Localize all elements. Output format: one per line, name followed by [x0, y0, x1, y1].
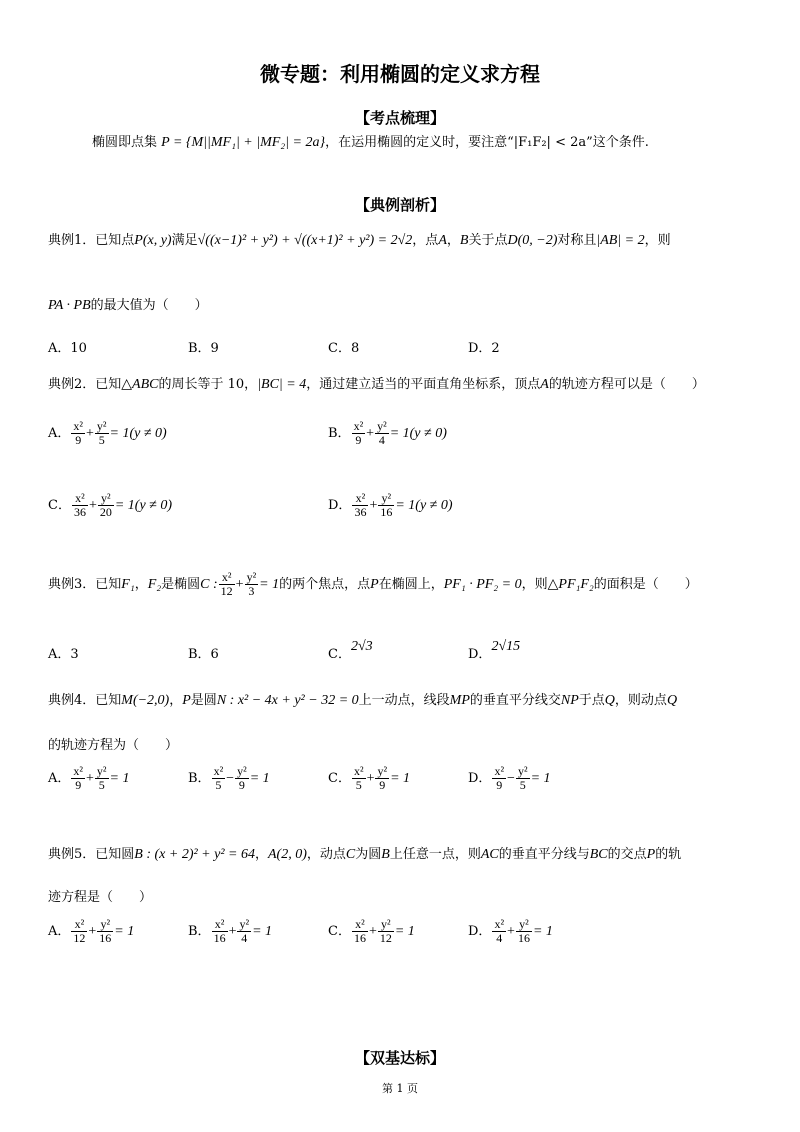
ex1-option-a: A．10: [48, 341, 87, 356]
ex3-f1: F₁: [121, 577, 135, 592]
ex4-option-c: C． $\frac{\text{x²}}{5}$ + $\frac{\text{y²}}{9}$ = 1: [328, 764, 411, 792]
kaodian-pre: 椭圆即点集: [92, 135, 158, 150]
ex4-p6: 于点: [578, 693, 605, 708]
ex1-line2-text: 的最大值为（ ）: [90, 298, 208, 313]
ex4-option-d: D． $\frac{\text{x²}}{9}$ − $\frac{\text{y²}}{5}$ = 1: [468, 764, 551, 792]
ex5-opt-a-frac1: $\frac{\text{x²}}{12}$: [73, 917, 86, 945]
ex5-option-b: B． $\frac{\text{x²}}{16}$ + $\frac{\text{y²}}{4}$ = 1: [188, 917, 273, 945]
ex5-opt-a-frac2: $\frac{\text{y²}}{16}$: [99, 917, 112, 945]
ex3-opt-d-value: 2√15: [491, 639, 521, 654]
ex2-opt-d-frac2: $\frac{\text{y²}}{16}$: [380, 491, 393, 519]
ex2-p1: 典例2．已知: [48, 377, 122, 392]
ex1-point-a: A: [438, 233, 447, 248]
ex5-opt-b-frac2: $\frac{\text{y²}}{4}$: [239, 917, 250, 945]
ex4-p1: 典例4．已知: [48, 693, 122, 708]
ex1-p2: 满足: [171, 233, 198, 248]
ex2-p3: ，通过建立适当的平面直角坐标系，顶点: [306, 377, 541, 392]
ex2-opt-a-label: A．: [48, 426, 71, 441]
ex1-p4: 关于点: [468, 233, 508, 248]
ex5-p2: ，: [254, 847, 268, 862]
section-heading-shuangji: 【双基达标】: [354, 1049, 445, 1067]
kaodian-post: ，在运用椭圆的定义时，要注意“|F₁F₂| < 2a”这个条件.: [325, 135, 649, 150]
ex1-m4: |AB| = 2: [596, 233, 645, 248]
example-1-line2: [48, 297, 208, 315]
page-title: 微专题：利用椭圆的定义求方程: [260, 62, 540, 86]
ex1-m2: √((x−1)² + y²) + √((x+1)² + y²) = 2√2: [197, 233, 413, 248]
ex2-opt-d-label: D．: [328, 498, 352, 513]
ex1-p3: ，点: [412, 233, 439, 248]
ex5-opt-d-frac2: $\frac{\text{y²}}{16}$: [517, 917, 530, 945]
ex3-point-p: P: [370, 577, 379, 592]
ex4-p7: ，则动点: [614, 693, 667, 708]
ex2-opt-a-frac1: $\frac{\text{x²}}{9}$: [73, 419, 83, 447]
ex5-p8: 的轨: [655, 847, 682, 862]
ex2-bc: |BC| = 4: [257, 377, 307, 392]
ex5-b: B: [381, 847, 390, 862]
ex4-option-b: B． $\frac{\text{x²}}{5}$ − $\frac{\text{y²}}{9}$ = 1: [188, 764, 270, 792]
ex1-point-b: B: [459, 233, 469, 248]
ex1-option-c: C．8: [328, 341, 360, 356]
ex1-vector-product: PA · PB: [48, 298, 91, 313]
ex1-m1: P(x, y): [134, 233, 172, 248]
ex3-p4: 的两个焦点，点: [279, 577, 371, 592]
ex2-opt-c-frac2: $\frac{\text{y²}}{20}$: [99, 491, 112, 519]
ex2-vertex-a: A: [540, 377, 549, 392]
ex3-p2: ，: [134, 577, 148, 592]
ex2-opt-b-frac1: $\frac{\text{x²}}{9}$: [353, 419, 364, 447]
ex5-p: P: [646, 847, 656, 862]
ex3-p6: ，则: [521, 577, 548, 592]
ex1-comma: ，: [446, 233, 460, 248]
ex4-option-a: A． $\frac{\text{x²}}{9}$ + $\frac{\text{y²}}{5}$ = 1: [48, 764, 130, 792]
ex3-option-a: A．3: [48, 647, 79, 662]
kaodian-text: [92, 134, 649, 152]
ex1-p5: 对称且: [557, 233, 597, 248]
ex1-p1: 典例1．已知点: [48, 233, 135, 248]
ex1-option-b: B．9: [188, 341, 219, 356]
ex2-option-d: D． $\frac{\text{x²}}{36}$ + $\frac{\text{y²}}{16}$ = 1(y ≠ 0): [328, 491, 453, 519]
page-number: 第 1 页: [382, 1082, 418, 1095]
ex4-q2: Q: [666, 693, 678, 708]
ex4-opt-a-frac1: $\frac{\text{x²}}{9}$: [73, 764, 83, 792]
ex5-p1: 典例5．已知圆: [48, 847, 135, 862]
ex4-q1: Q: [604, 693, 615, 708]
ex2-opt-d-frac1: $\frac{\text{x²}}{36}$: [354, 491, 367, 519]
section-heading-kaodian: 【考点梳理】: [354, 109, 445, 127]
ex2-opt-c-label: C．: [48, 498, 71, 513]
ex3-opt-c-value: 2√3: [350, 639, 373, 654]
ex2-p2: 的周长等于 10，: [158, 377, 258, 392]
ex5-opt-b-frac1: $\frac{\text{x²}}{16}$: [213, 917, 226, 945]
ex4-m: M(−2,0): [121, 693, 170, 708]
ex2-option-a: A． $\frac{\text{x²}}{9}$ + $\frac{\text{y²}}{5}$ = 1(y ≠ 0): [48, 419, 167, 447]
ex5-p7: 的交点: [607, 847, 647, 862]
example-2-stem: [48, 376, 705, 394]
ex4-opt-b-frac1: $\frac{\text{x²}}{5}$: [213, 764, 224, 792]
example-5-stem: [48, 846, 681, 864]
ex4-p3: 是圆: [190, 693, 217, 708]
ex3-frac1: $\frac{\text{x²}}{12}$: [220, 570, 233, 598]
ex4-p5: 的垂直平分线交: [469, 693, 561, 708]
ex5-option-a: A． $\frac{\text{x²}}{12}$ + $\frac{\text{y²}}{16}$ = 1: [48, 917, 135, 945]
ex5-p6: 的垂直平分线与: [498, 847, 590, 862]
ex3-p1: 典例3．已知: [48, 577, 122, 592]
ex5-opt-d-frac1: $\frac{\text{x²}}{4}$: [494, 917, 505, 945]
ex3-frac2: $\frac{\text{y²}}{3}$: [246, 570, 257, 598]
example-5-line2: 迹方程是（ ）: [48, 890, 153, 905]
ex4-mp: MP: [449, 693, 470, 708]
ex3-p7: 的面积是（ ）: [593, 577, 698, 592]
example-4-line2: 的轨迹方程为（ ）: [48, 738, 179, 753]
ex3-option-d: D．2√15: [468, 639, 521, 662]
ex1-m3: D(0, −2): [507, 233, 558, 248]
ex4-np: NP: [560, 693, 579, 708]
ex4-p2: ，: [169, 693, 183, 708]
ex4-opt-d-frac2: $\frac{\text{y²}}{5}$: [517, 764, 528, 792]
ex2-triangle: △ABC: [121, 377, 159, 392]
ex4-opt-a-frac2: $\frac{\text{y²}}{5}$: [96, 764, 107, 792]
ex2-opt-b-frac2: $\frac{\text{y²}}{4}$: [377, 419, 387, 447]
ex4-opt-c-frac2: $\frac{\text{y²}}{9}$: [377, 764, 388, 792]
ex5-p5: 上任意一点，则: [389, 847, 481, 862]
ex4-opt-d-frac1: $\frac{\text{x²}}{9}$: [494, 764, 505, 792]
ex1-option-d: D．2: [468, 341, 500, 356]
ex3-option-b: B．6: [188, 647, 219, 662]
ex5-circle: B : (x + 2)² + y² = 64: [134, 847, 255, 862]
ex5-option-c: C． $\frac{\text{x²}}{16}$ + $\frac{\text{y²}}{12}$ = 1: [328, 917, 415, 945]
ex3-p5: 在椭圆上，: [378, 577, 444, 592]
ex2-p4: 的轨迹方程可以是（ ）: [548, 377, 705, 392]
ex3-ellipse-name: C :: [200, 577, 218, 592]
ex5-p4: 为圆: [355, 847, 382, 862]
ex5-opt-c-frac2: $\frac{\text{y²}}{12}$: [379, 917, 392, 945]
ex5-a: A(2, 0): [268, 847, 307, 862]
ex2-option-b: B． $\frac{\text{x²}}{9}$ + $\frac{\text{y²}}{4}$ = 1(y ≠ 0): [328, 419, 447, 447]
ex2-option-c: C． $\frac{\text{x²}}{36}$ + $\frac{\text{y²}}{20}$ = 1(y ≠ 0): [48, 491, 173, 519]
ex5-ac: AC: [480, 847, 499, 862]
ex4-p4: 上一动点，线段: [358, 693, 450, 708]
ex5-p3: ，动点: [306, 847, 346, 862]
kaodian-formula: P = {M||MF₁| + |MF₂| = 2a}: [161, 135, 326, 150]
ex4-opt-b-frac2: $\frac{\text{y²}}{9}$: [237, 764, 247, 792]
ex4-p: P: [182, 693, 191, 708]
ex5-opt-c-frac1: $\frac{\text{x²}}{16}$: [353, 917, 366, 945]
example-3-stem: 典例3．已知F₁，F₂是椭圆C : $\frac{\text{x²}}{12}$ + $\frac{\text{y²}}{3}$ = 1的两个焦点，点P在椭圆上，PF₁ · PF₂ = 0，则△PF₁F₂的面积是（ ）: [48, 570, 698, 598]
ex5-option-d: D． $\frac{\text{x²}}{4}$ + $\frac{\text{y²}}{16}$ = 1: [468, 917, 553, 945]
ex2-opt-b-label: B．: [328, 426, 351, 441]
ex3-option-c: C．2√3: [328, 639, 373, 662]
ex4-opt-c-frac1: $\frac{\text{x²}}{5}$: [353, 764, 364, 792]
ex1-p6: ，则: [644, 233, 671, 248]
ex5-bc: BC: [589, 847, 608, 862]
section-heading-dianli: 【典例剖析】: [354, 196, 445, 214]
ex2-opt-c-frac1: $\frac{\text{x²}}{36}$: [73, 491, 86, 519]
ex5-c: C: [345, 847, 356, 862]
example-1-stem: [48, 232, 671, 250]
ex3-triangle: △PF₁F₂: [547, 577, 594, 592]
ex2-opt-a-frac2: $\frac{\text{y²}}{5}$: [96, 419, 107, 447]
ex4-circle: N : x² − 4x + y² − 32 = 0: [216, 693, 359, 708]
example-4-stem: [48, 692, 677, 710]
ex3-vector-condition: PF₁ · PF₂ = 0: [443, 577, 522, 592]
ex3-f2: F₂: [147, 577, 162, 592]
ex3-p3: 是椭圆: [161, 577, 201, 592]
